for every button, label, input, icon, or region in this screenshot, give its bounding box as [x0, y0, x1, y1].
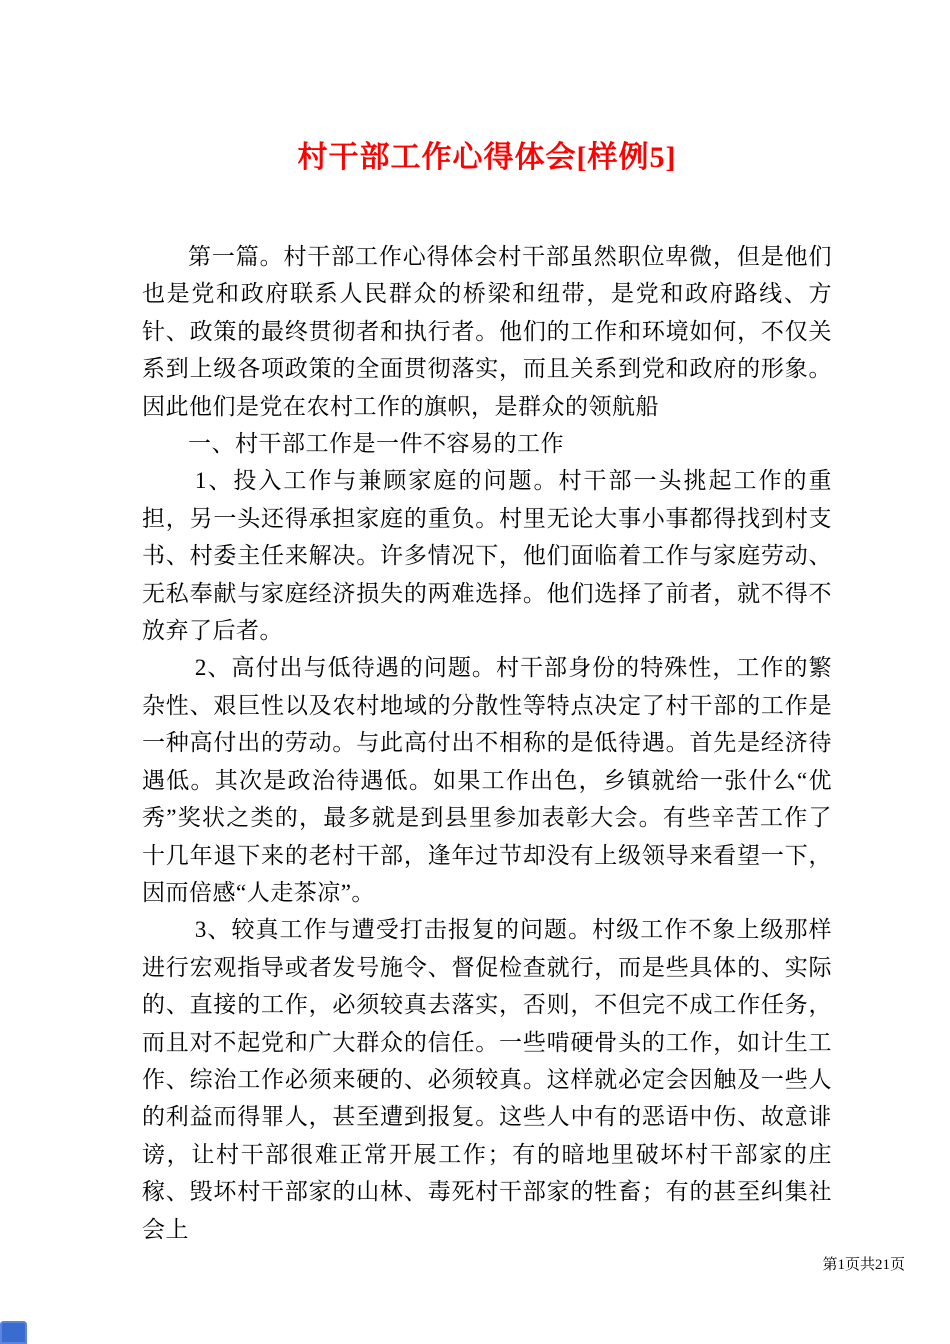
document-title: 村干部工作心得体会[样例5] [297, 141, 677, 174]
paragraph-section-heading: 一、村干部工作是一件不容易的工作 [188, 431, 564, 457]
document-body [142, 238, 832, 1248]
paragraph-point-2: 2、高付出与低待遇的问题。村干部身份的特殊性，工作的繁杂性、艰巨性以及农村地域的分散性等特点决定了村干部的工作是一种高付出的劳动。与此高付出不相称的是低待遇。首先是经济待遇低。其次是政治待遇低。如果工作出色，乡镇就给一张什么“优秀”奖状之类的，最多就是到县里参加表彰大会。有些辛苦工作了十几年退下来的老村干部，逢年过节却没有上级领导来看望一下，因而倍感“人走茶凉”。 [142, 655, 832, 905]
paragraph-intro: 第一篇。村干部工作心得体会村干部虽然职位卑微，但是他们也是党和政府联系人民群众的桥梁和纽带，是党和政府路线、方针、政策的最终贯彻者和执行者。他们的工作和环境如何，不仅关系到上级各项政策的全面贯彻落实，而且关系到党和政府的形象。因此他们是党在农村工作的旗帜，是群众的领航船 [142, 244, 832, 419]
paragraph-point-1: 1、投入工作与兼顾家庭的问题。村干部一头挑起工作的重担，另一头还得承担家庭的重负。村里无论大事小事都得找到村支书、村委主任来解决。许多情况下，他们面临着工作与家庭劳动、无私奉献与家庭经济损失的两难选择。他们选择了前者，就不得不放弃了后者。 [142, 468, 832, 644]
paragraph-point-3: 3、较真工作与遭受打击报复的问题。村级工作不象上级那样进行宏观指导或者发号施令、督促检查就行，而是些具体的、实际的、直接的工作，必须较真去落实，否则，不但完不成工作任务，而且对不起党和广大群众的信任。一些啃硬骨头的工作，如计生工作、综治工作必须来硬的、必须较真。这样就必定会因触及一些人的利益而得罪人，甚至遭到报复。这些人中有的恶语中伤、故意诽谤，让村干部很难正常开展工作；有的暗地里破坏村干部家的庄稼、毁坏村干部家的山林、毒死村干部家的牲畜；有的甚至纠集社会上 [142, 917, 832, 1242]
page-number-indicator: 第1页共21页 [822, 1257, 905, 1273]
corner-app-icon [0, 1321, 27, 1344]
